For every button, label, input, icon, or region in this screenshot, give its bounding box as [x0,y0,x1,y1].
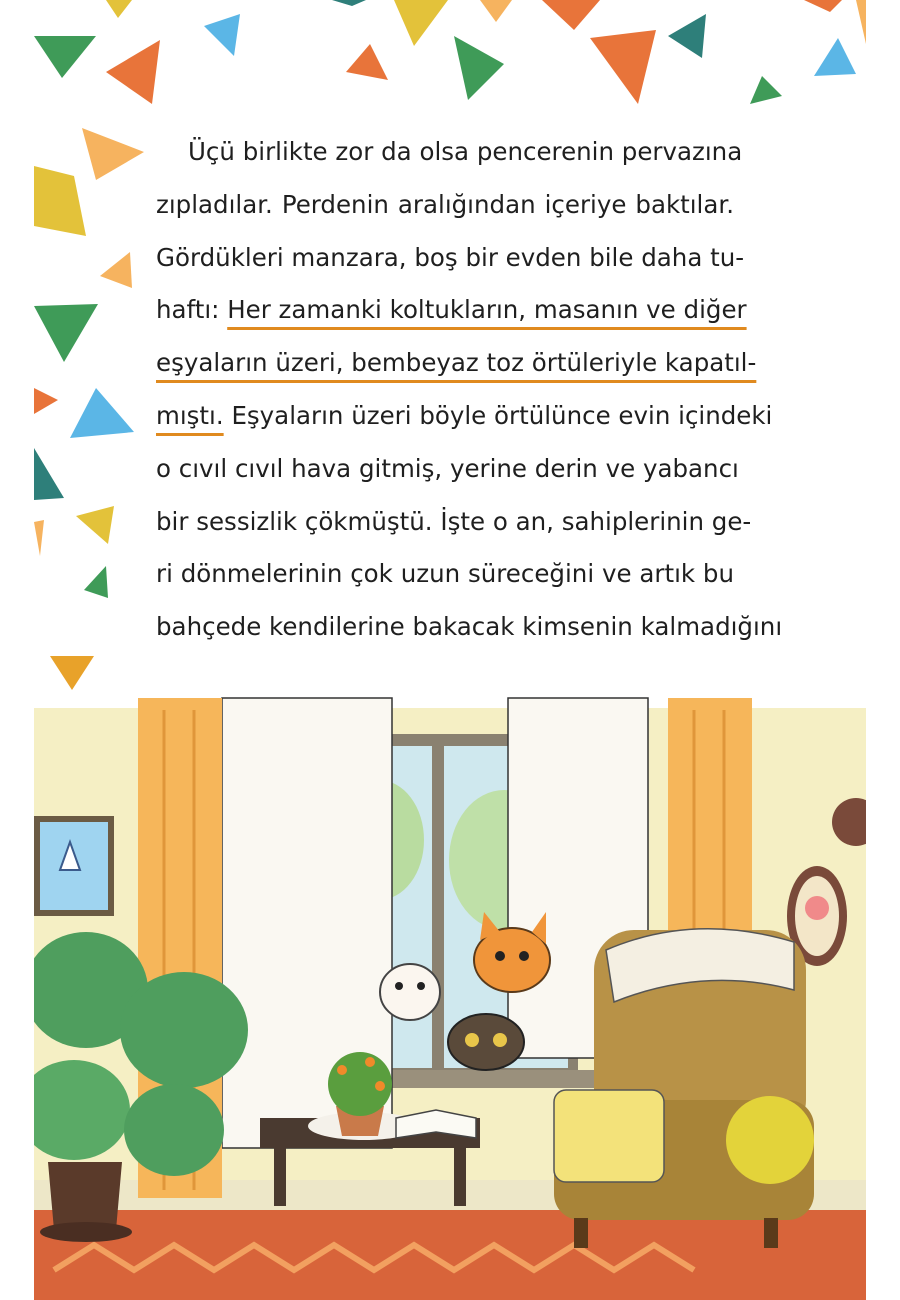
underlined-phrase: Her zamanki koltukların, masanın ve diğer [227,295,747,325]
confetti-triangle [106,40,160,104]
monstera-leaf [124,1084,224,1176]
cat-eye [493,1033,507,1047]
underlined-phrase: eşyaların üzeri, bembeyaz toz örtüleriyle kapatıl- [156,348,757,378]
confetti-triangle [668,14,706,58]
plant-berry [337,1065,347,1075]
confetti-triangle [34,520,44,556]
yellow-blanket [726,1096,814,1184]
confetti-triangle [590,30,656,104]
confetti-triangle [76,506,114,544]
confetti-triangle [204,14,240,56]
confetti-triangle [856,0,866,44]
confetti-triangle [84,566,108,598]
text-line: bahçede kendilerine bakacak kimsenin kalmadığını [156,612,783,642]
confetti-triangle [34,448,64,500]
cushion [554,1090,664,1182]
armchair-leg [764,1218,778,1248]
confetti-triangle [332,0,366,6]
coffee-table-leg [274,1146,286,1206]
text-line: zıpladılar. Perdenin aralığından içeriye baktılar. [156,189,734,219]
confetti-triangle [34,36,96,78]
text-line [156,284,747,337]
plant-berry [375,1081,385,1091]
confetti-triangle [346,44,388,80]
confetti-triangle [100,252,132,288]
confetti-triangle [34,388,58,414]
cat-eye [465,1033,479,1047]
text-segment: Eşyaların üzeri böyle örtülünce evin içindeki [231,400,773,430]
story-text [156,126,783,654]
confetti-triangle [814,38,856,76]
text-line: Üçü birlikte zor da olsa pencerenin pervazına [188,137,743,166]
armchair-leg [574,1218,588,1248]
confetti-triangle [106,0,132,18]
text-line: o cıvıl cıvıl hava gitmiş, yerine derin ve yabancı [156,453,739,483]
dark-cat [448,1014,524,1070]
confetti-triangle [750,76,782,104]
text-segment: haftı: [156,295,220,325]
coffee-table-leg [454,1146,466,1206]
cat-eye [417,982,425,990]
text-line: ri dönmelerinin çok uzun süreceğini ve artık bu [156,559,734,589]
confetti-triangle [82,128,144,180]
confetti-triangle [804,0,842,12]
confetti-triangle [454,36,504,100]
confetti-triangle [34,304,98,362]
living-room-illustration [34,690,866,1300]
plant-berry [365,1057,375,1067]
confetti-triangle [542,0,600,30]
cat-eye [395,982,403,990]
curtain-right [668,698,752,968]
cat-eye [495,951,505,961]
cat-eye [519,951,529,961]
monstera-leaf [120,972,248,1088]
confetti-triangle [70,388,134,438]
book-page [34,0,866,1300]
plant-saucer [40,1222,132,1242]
white-cat [380,964,440,1020]
text-line: bir sessizlik çökmüştü. İşte o an, sahiplerinin ge- [156,506,752,536]
confetti-triangle [50,656,94,690]
confetti-triangle [34,166,86,236]
text-line [156,390,773,443]
plant-pot [48,1162,122,1230]
underlined-phrase: mıştı. [156,400,224,430]
text-line: Gördükleri manzara, boş bir evden bile daha tu- [156,242,745,272]
flower-painting [805,896,829,920]
confetti-triangle [394,0,448,46]
confetti-triangle [480,0,512,22]
